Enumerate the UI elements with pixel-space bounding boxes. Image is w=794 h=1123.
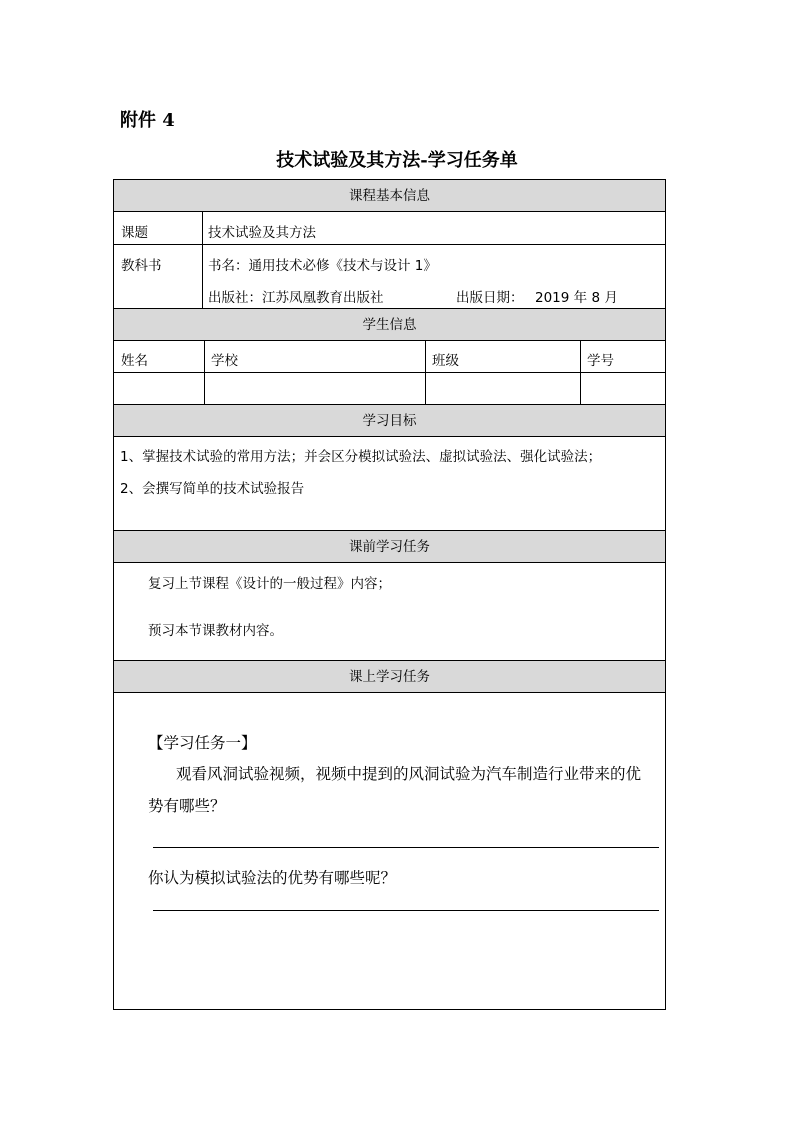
page-title: 技术试验及其方法-学习任务单 <box>276 150 518 171</box>
publish-date-value: 2019 年 8 月 <box>535 290 618 306</box>
in-class-content <box>114 693 665 1009</box>
question-two: 你认为模拟试验法的优势有哪些呢？ <box>148 869 397 887</box>
topic-label: 课题 <box>121 225 148 241</box>
section-header-objectives: 学习目标 <box>114 405 665 437</box>
pre-class-task: 复习上节课程《设计的一般过程》内容； <box>148 576 391 592</box>
objective-item: 2、会撰写简单的技术试验报告 <box>120 481 305 497</box>
objectives-content <box>114 437 665 531</box>
student-input-row <box>114 373 665 405</box>
section-header-pre-class: 课前学习任务 <box>114 531 665 563</box>
publisher: 出版社：江苏凤凰教育出版社 <box>208 290 384 306</box>
answer-line-two[interactable] <box>153 910 659 911</box>
objective-item: 1、掌握技术试验的常用方法；并会区分模拟试验法、虚拟试验法、强化试验法； <box>120 449 602 465</box>
name-field[interactable] <box>114 373 204 404</box>
section-header-course-info: 课程基本信息 <box>114 180 665 212</box>
question-one-line2: 势有哪些？ <box>148 797 226 815</box>
task-heading: 【学习任务一】 <box>148 734 257 752</box>
textbook-label: 教科书 <box>121 258 162 274</box>
topic-value: 技术试验及其方法 <box>202 212 665 244</box>
question-one-line1: 观看风洞试验视频，视频中提到的风洞试验为汽车制造行业带来的优 <box>176 765 642 783</box>
attachment-label: 附件 4 <box>120 110 175 131</box>
class-label: 班级 <box>425 341 580 372</box>
school-label: 学校 <box>204 341 425 372</box>
school-field[interactable] <box>204 373 425 404</box>
student-id-label: 学号 <box>580 341 665 372</box>
pre-class-task: 预习本节课教材内容。 <box>148 623 283 639</box>
name-label: 姓名 <box>121 353 148 369</box>
student-header-row <box>114 341 665 373</box>
textbook-row <box>114 245 665 309</box>
section-header-in-class: 课上学习任务 <box>114 661 665 693</box>
book-name: 书名：通用技术必修《技术与设计 1》 <box>208 258 437 274</box>
student-id-field[interactable] <box>580 373 665 404</box>
section-header-student-info: 学生信息 <box>114 309 665 341</box>
task-sheet-table <box>113 179 666 1010</box>
publish-date-label: 出版日期： <box>456 290 524 306</box>
topic-row <box>114 212 665 245</box>
class-field[interactable] <box>425 373 580 404</box>
pre-class-content <box>114 563 665 661</box>
textbook-info <box>202 245 665 308</box>
answer-line-one[interactable] <box>153 847 659 848</box>
